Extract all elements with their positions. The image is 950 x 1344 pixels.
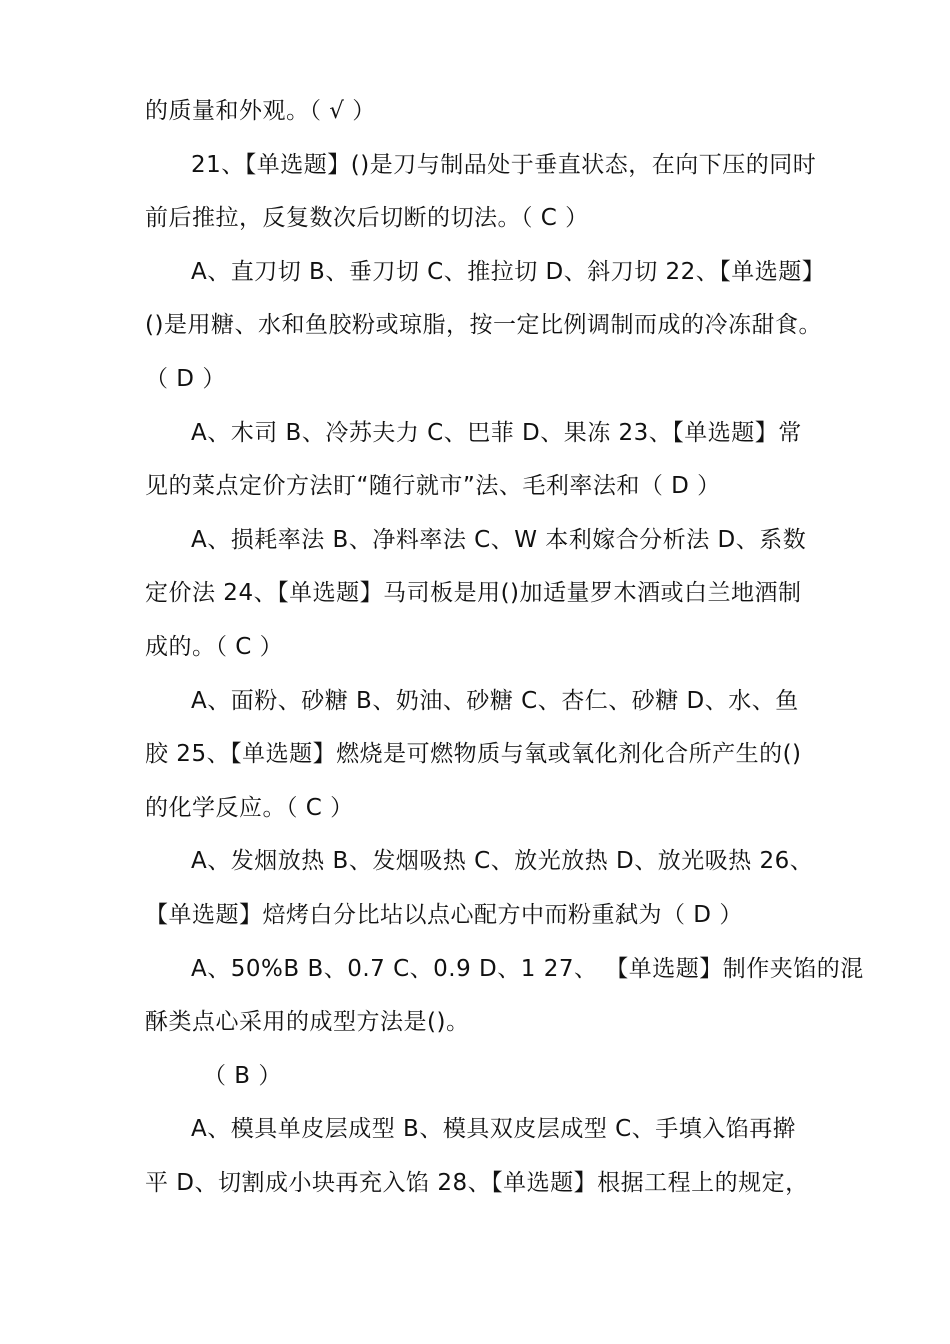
text-line-16: 【单选题】焙烤白分比坫以点心配方中而粉重弑为（ D ） <box>145 902 743 928</box>
text-line-13: 胶 25、【单选题】燃烧是可燃物质与氧或氧化剂化合所产生的() <box>145 741 802 767</box>
text-line-4: A、直刀切 B、垂刀切 C、推拉切 D、斜刀切 22、【单选题】 <box>191 259 826 285</box>
text-line-12: A、面粉、砂糖 B、奶油、砂糖 C、杏仁、砂糖 D、水、鱼 <box>191 688 799 714</box>
text-line-15: A、发烟放热 B、发烟吸热 C、放光放热 D、放光吸热 26、 <box>191 848 814 874</box>
text-line-9: A、损耗率法 B、净料率法 C、W 本利嫁合分析法 D、系数 <box>191 527 807 553</box>
text-line-21: 平 D、切割成小块再充入馅 28、【单选题】根据工程上的规定， <box>145 1170 809 1196</box>
text-line-8: 见的菜点定价方法盯“随行就市”法、毛利率法和（ D ） <box>145 473 721 499</box>
text-line-19: （ B ） <box>203 1063 282 1089</box>
text-line-7: A、木司 B、冷苏夫力 C、巴菲 D、果冻 23、【单选题】常 <box>191 420 802 446</box>
text-line-20: A、模具单皮层成型 B、模具双皮层成型 C、手填入馅再擀 <box>191 1116 797 1142</box>
text-line-6: （ D ） <box>145 366 226 392</box>
text-line-5: ()是用糖、水和鱼胶粉或琼脂，按一定比例调制而成的冷冻甜食。 <box>145 312 822 338</box>
text-line-18: 酥类点心采用的成型方法是()。 <box>145 1009 470 1035</box>
text-line-2: 21、【单选题】()是刀与制品处于垂直状态，在向下压的同时 <box>191 152 817 178</box>
text-line-1: 的质量和外观。（ √ ） <box>145 98 376 124</box>
text-line-10: 定价法 24、【单选题】马司板是用()加适量罗木酒或白兰地酒制 <box>145 580 802 606</box>
text-line-14: 的化学反应。（ C ） <box>145 795 354 821</box>
text-line-17: A、50%B B、0.7 C、0.9 D、1 27、 【单选题】制作夹馅的混 <box>191 956 864 982</box>
text-line-11: 成的。（ C ） <box>145 634 284 660</box>
text-line-3: 前后推拉，反复数次后切断的切法。（ C ） <box>145 205 589 231</box>
